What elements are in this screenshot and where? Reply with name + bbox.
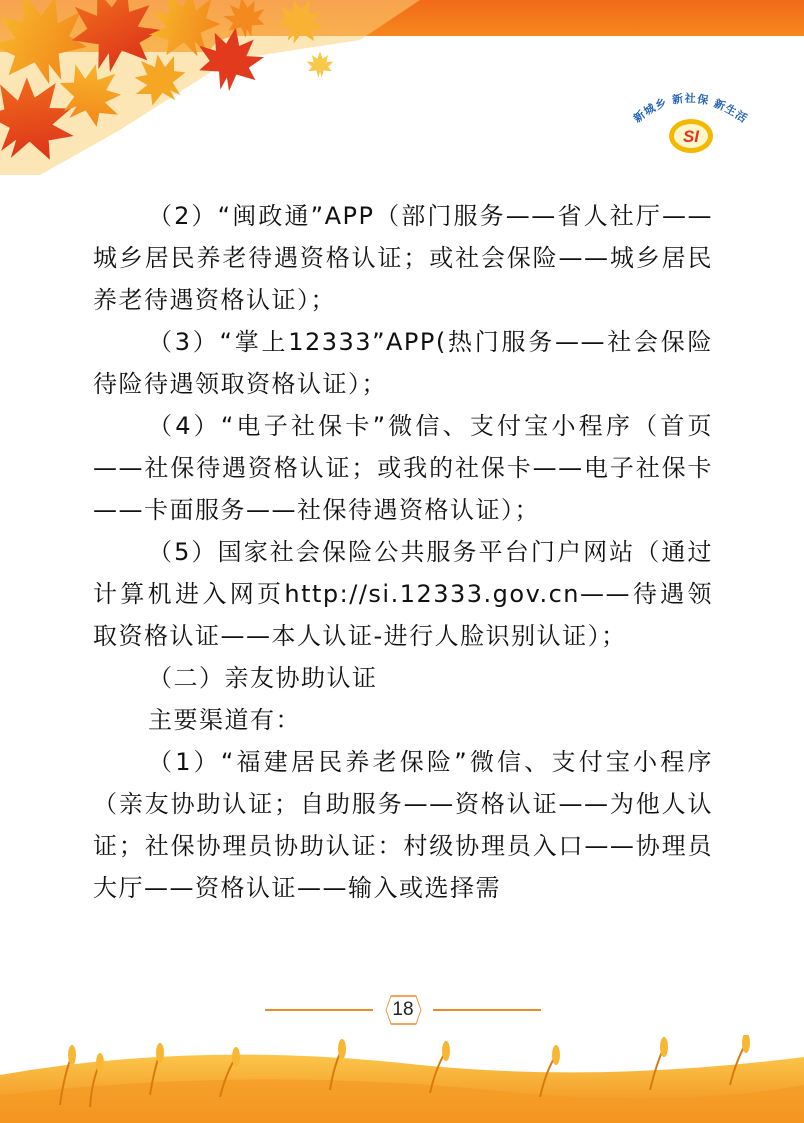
paragraph: 主要渠道有： [148, 706, 301, 734]
social-security-logo [626, 78, 756, 158]
paragraph: （1）“福建居民养老保险”微信、支付宝小程序（亲友协助认证；自助服务——资格认证——为他人认证；社保协理员协助认证：村级协理员入口——协理员大厅——资格认证——输入或选择需 [93, 748, 713, 902]
paragraph: （5）国家社会保险公共服务平台门户网站（通过计算机进入网页http://si.12333.gov.cn——待遇领取资格认证——本人认证-进行人脸识别认证）； [93, 538, 713, 650]
maple-leaves-decoration [0, 0, 420, 175]
ornament-line-right [433, 1009, 541, 1011]
page-number: 18 [392, 999, 414, 1020]
paragraph: （4）“电子社保卡”微信、支付宝小程序（首页——社保待遇资格认证；或我的社保卡——电子社保卡——卡面服务——社保待遇资格认证）； [93, 412, 713, 524]
logo-slogan: 新城乡 新社保 新生活 [631, 91, 751, 126]
logo-mark: SI [682, 127, 700, 146]
ornament-line-left [265, 1009, 373, 1011]
paragraph: （2）“闽政通”APP（部门服务——省人社厅——城乡居民养老待遇资格认证；或社会保险——城乡居民养老待遇资格认证）； [93, 202, 713, 314]
paragraph: （3）“掌上12333”APP(热门服务——社会保险待险待遇领取资格认证）； [93, 328, 713, 398]
wheat-field-decoration [0, 1035, 804, 1123]
page-number-ornament [265, 990, 541, 1030]
body-text [93, 195, 713, 909]
section-heading: （二）亲友协助认证 [148, 664, 378, 692]
